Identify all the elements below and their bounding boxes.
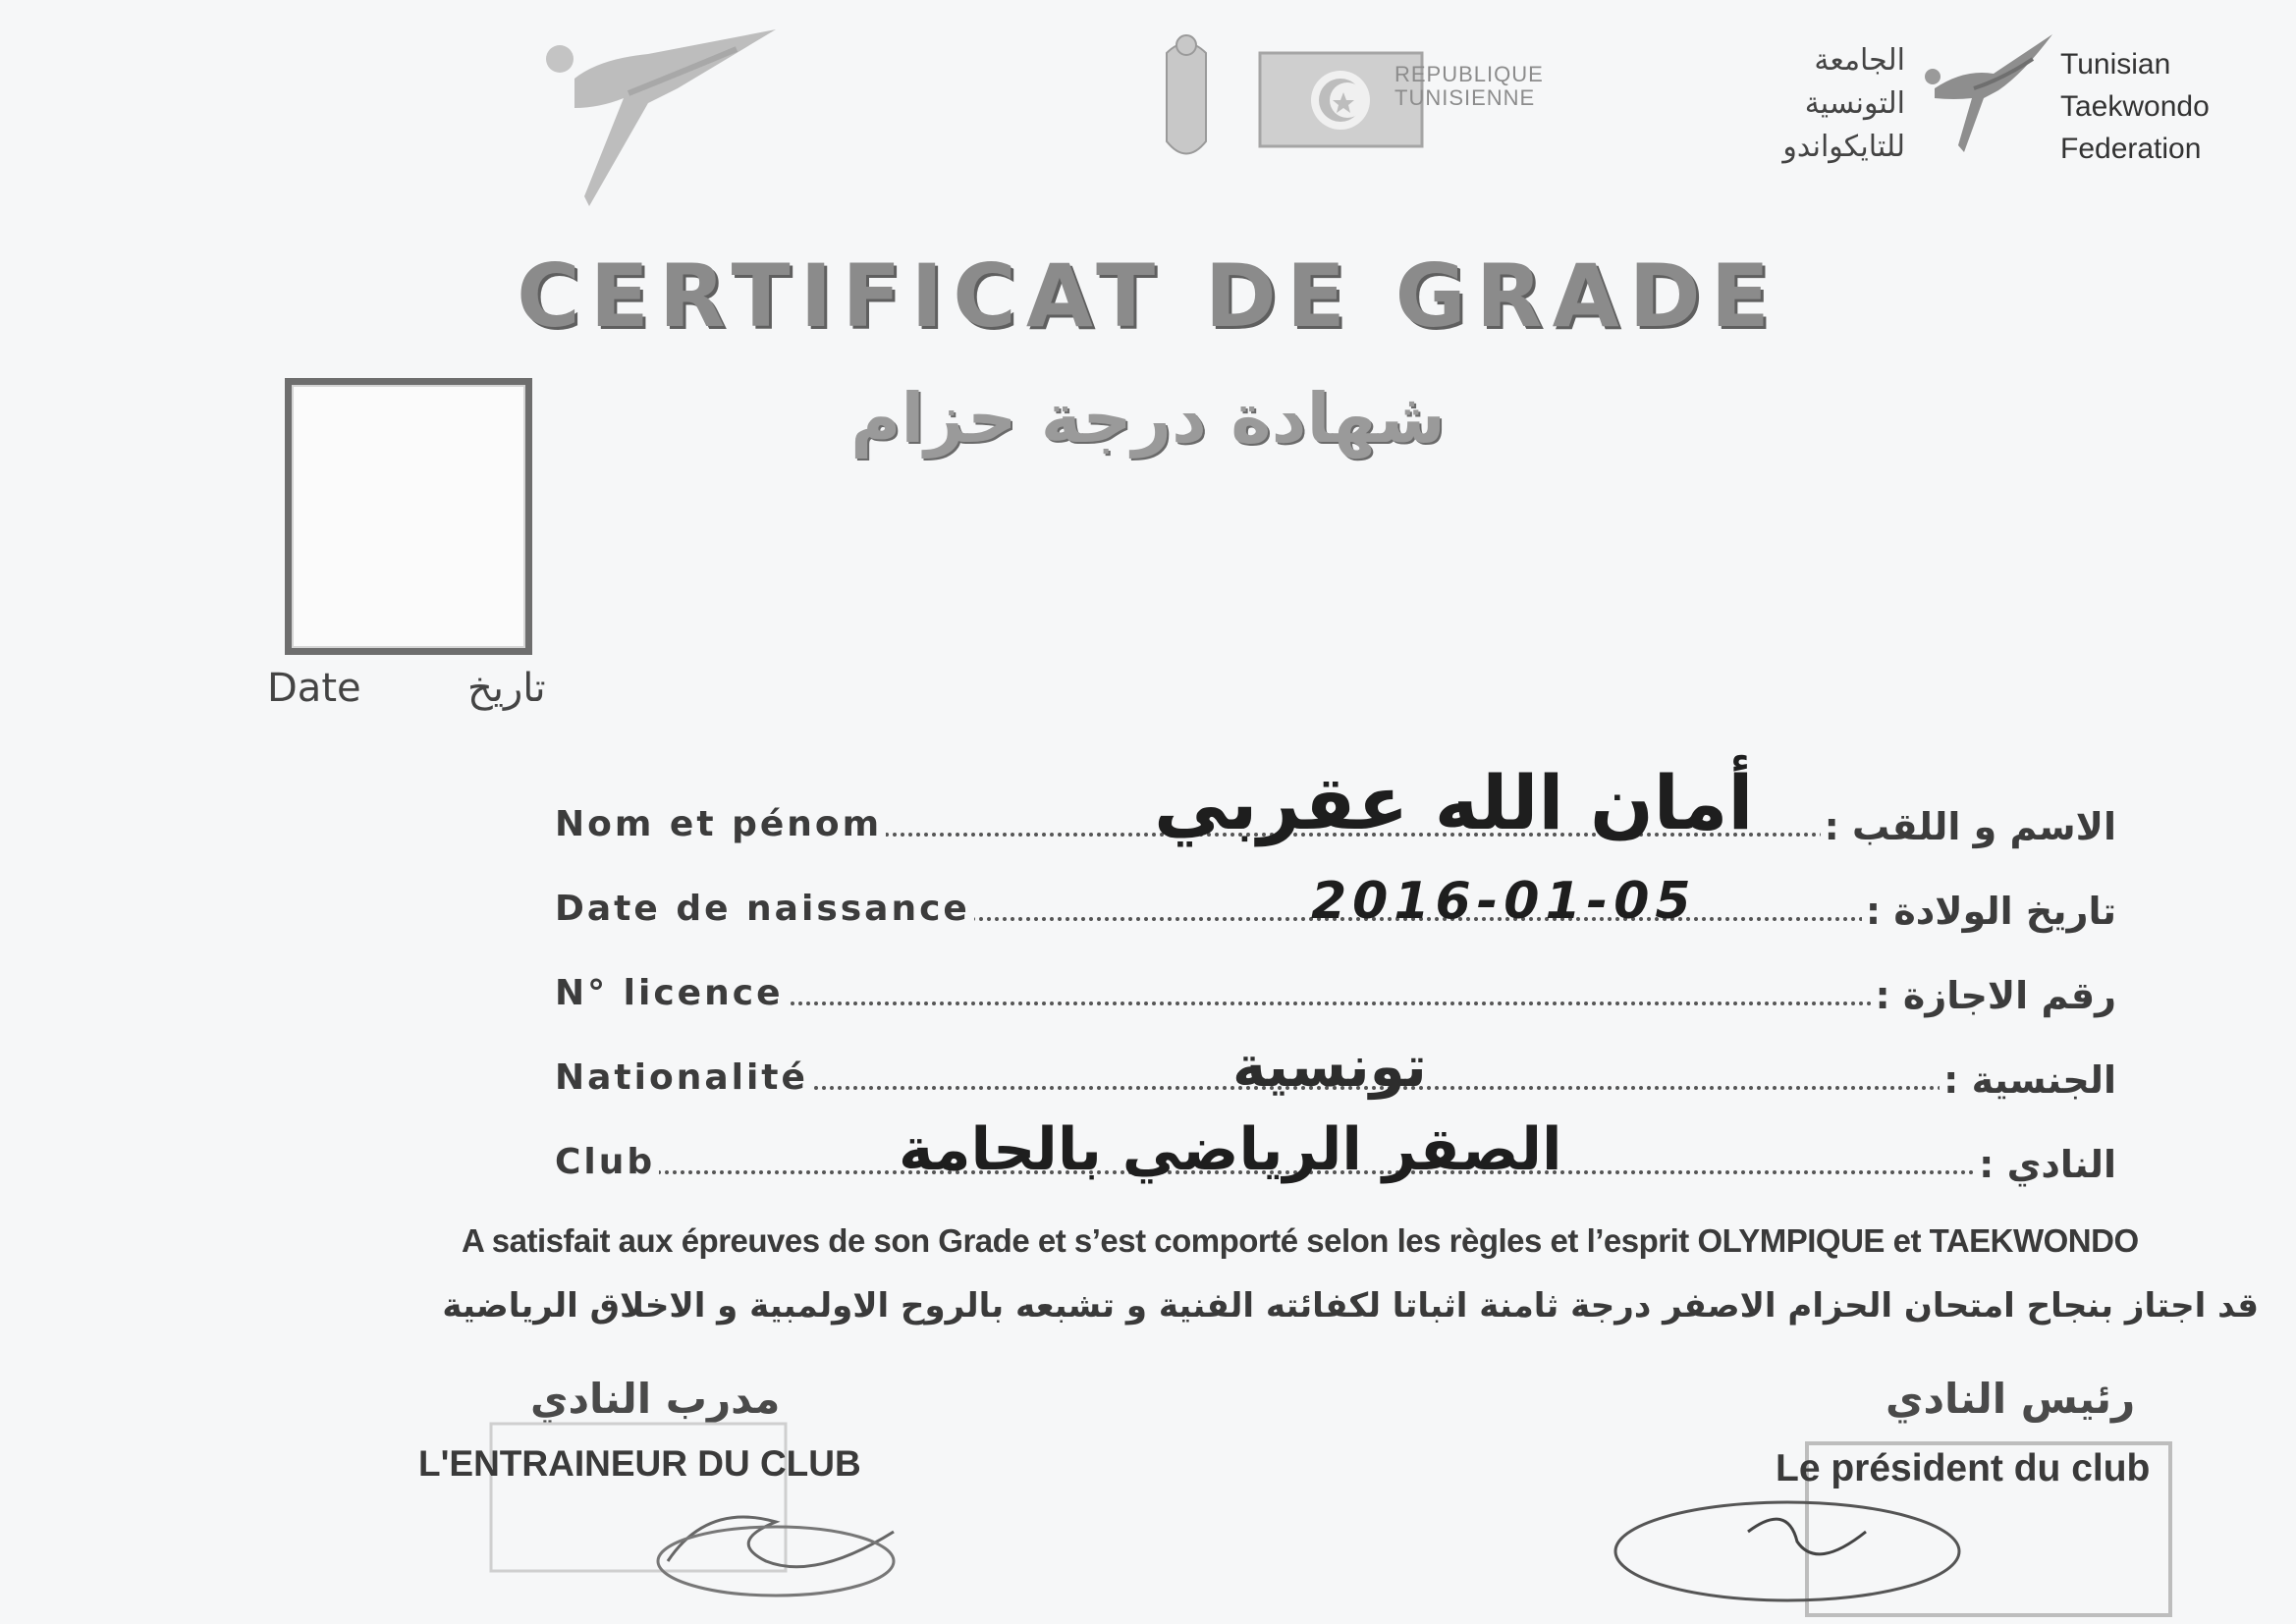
statement-arabic: قد اجتاز بنجاح امتحان الحزام الاصفر درجة ثامنة اثباتا لكفائته الفنية و تشبعه بالروح الاولمبية و الاخلاق الرياضية [442, 1286, 2259, 1326]
certificate-title-french: CERTIFICAT DE GRADE [517, 245, 1779, 347]
republic-name [1394, 63, 1544, 110]
coach-title-arabic: مدرب النادي [530, 1375, 781, 1423]
president-title-arabic: رئيس النادي [1886, 1375, 2136, 1423]
taekwondo-kicker-logo-icon [530, 20, 805, 216]
federation-en-line-2: Taekwondo [2060, 90, 2210, 123]
federation-ar-line-3: للتايكواندو [1782, 130, 1905, 164]
federation-logo-icon [1915, 29, 2062, 157]
photo-date-label-fr: Date [267, 666, 361, 711]
federation-name-arabic [1728, 39, 1905, 169]
field-label-fr: Nom et pénom [555, 804, 886, 844]
coach-title-french: L'ENTRAINEUR DU CLUB [418, 1443, 861, 1484]
field-value-birthdate: 2016-01-05 [1311, 872, 1697, 931]
field-row-club [555, 1115, 2116, 1192]
field-row-nationality [555, 1033, 2116, 1108]
field-value-nationality: تونسية [1232, 1033, 1427, 1100]
statement-french: A satisfait aux épreuves de son Grade et s’est comporté selon les règles et l’esprit OLYMPIQUE et TAEKWONDO [462, 1222, 2139, 1259]
federation-en-line-3: Federation [2060, 133, 2202, 165]
field-label-ar: الجنسية : [1940, 1058, 2116, 1102]
field-label-ar: رقم الاجازة : [1872, 974, 2117, 1017]
field-label-fr: Date de naissance [555, 889, 974, 929]
president-title-french: Le président du club [1776, 1447, 2151, 1489]
field-row-name [555, 759, 2116, 854]
federation-ar-line-2: التونسية [1804, 86, 1905, 121]
coach-stamp-signature-icon [481, 1414, 933, 1600]
field-row-licence [555, 954, 2116, 1023]
field-value-name: أمان الله عقربي [1154, 759, 1754, 846]
field-row-birthdate [555, 870, 2116, 939]
field-label-ar: الاسم و اللقب : [1821, 805, 2116, 848]
field-label-fr: Club [555, 1142, 659, 1182]
federation-en-line-1: Tunisian [2060, 48, 2171, 81]
federation-name-english [2060, 43, 2210, 170]
federation-ar-line-1: الجامعة [1814, 43, 1905, 78]
field-label-fr: Nationalité [555, 1057, 812, 1098]
certificate-title-arabic: شهادة درجة حزام [850, 378, 1446, 459]
field-label-ar: تاريخ الولادة : [1862, 890, 2116, 933]
republic-line-2: TUNISIENNE [1394, 85, 1536, 110]
photo-placeholder [285, 378, 532, 655]
field-value-club: الصقر الرياضي بالحامة [899, 1115, 1562, 1184]
republic-line-1: REPUBLIQUE [1394, 62, 1544, 86]
photo-date-label-ar: تاريخ [467, 666, 546, 711]
field-label-ar: النادي : [1975, 1143, 2116, 1186]
field-label-fr: N° licence [555, 973, 787, 1013]
